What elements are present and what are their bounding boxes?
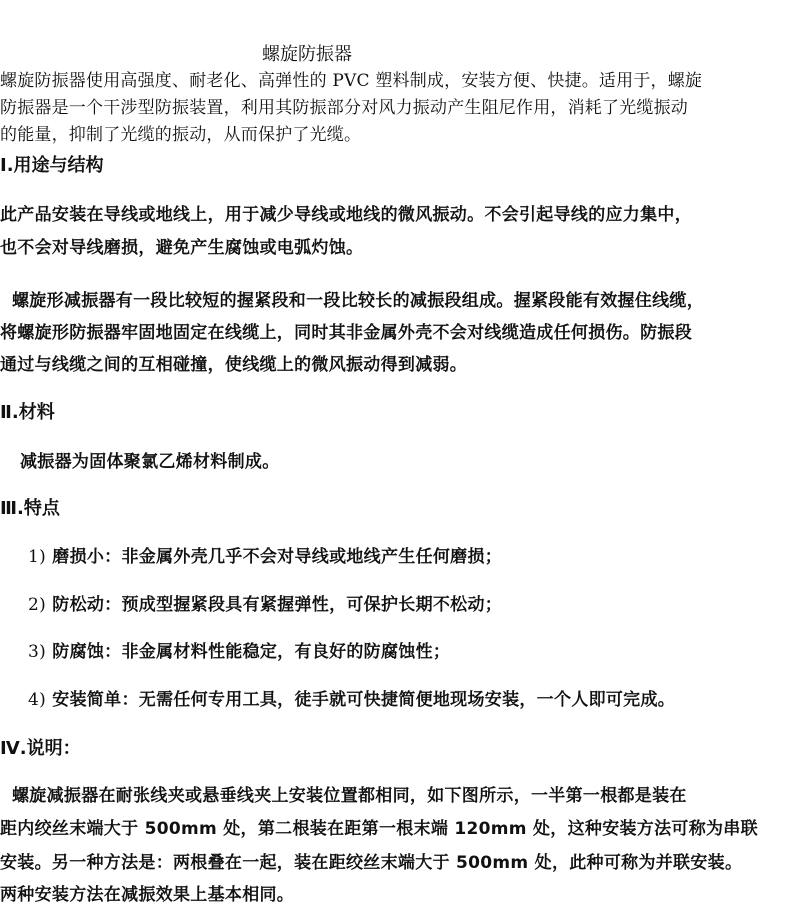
intro-line-3: 的能量，抑制了光缆的振动，从而保护了光缆。 [0,125,362,145]
section-heading-features: Ⅲ.特点 [0,498,60,519]
feature-item-text: 磨损小：非金属外壳几乎不会对导线或地线产生任何磨损； [52,547,503,567]
feature-item-number: 3) [28,642,47,662]
notes-paragraph-line-3: 安装。另一种方法是：两根叠在一起，装在距绞丝末端大于 500mm 处，此种可称为并联安装。 [0,853,743,873]
feature-item-number: 2) [28,595,47,615]
feature-item-number: 4) [28,690,47,710]
document-title: 螺旋防振器 [262,44,352,65]
notes-paragraph-line-2: 距内绞丝末端大于 500mm 处，第二根装在距第一根末端 120mm 处，这种安装方法可称为串联 [0,819,758,839]
feature-item-text: 防腐蚀：非金属材料性能稳定，有良好的防腐蚀性； [52,642,451,662]
feature-item [28,637,450,662]
section-heading-usage-structure: Ⅰ.用途与结构 [0,155,104,176]
feature-item [28,590,502,615]
usage-paragraph-line-1: 此产品安装在导线或地线上，用于减少导线或地线的微风振动。不会引起导线的应力集中， [0,205,692,225]
section-heading-notes: Ⅳ.说明： [0,738,81,759]
material-paragraph: 减振器为固体聚氯乙烯材料制成。 [20,452,280,472]
feature-item-text: 安装简单：无需任何专用工具，徒手就可快捷简便地现场安装，一个人即可完成。 [52,690,676,710]
intro-line-1: 螺旋防振器使用高强度、耐老化、高弹性的 PVC 塑料制成，安装方便、快捷。适用于，螺旋 [0,71,703,91]
structure-paragraph-line-1: 螺旋形减振器有一段比较短的握紧段和一段比较长的减振段组成。握紧段能有效握住线缆， [12,291,704,311]
feature-item [28,685,675,710]
section-heading-material: Ⅱ.材料 [0,402,55,423]
notes-paragraph-line-1: 螺旋减振器在耐张线夹或悬垂线夹上安装位置都相同，如下图所示，一半第一根都是装在 [12,786,687,806]
notes-paragraph-line-4: 两种安装方法在减振效果上基本相同。 [0,885,295,905]
usage-paragraph-line-2: 也不会对导线磨损，避免产生腐蚀或电弧灼蚀。 [0,238,364,258]
feature-item-text: 防松动：预成型握紧段具有紧握弹性，可保护长期不松动； [52,595,503,615]
intro-line-2: 防振器是一个干涉型防振装置，利用其防振部分对风力振动产生阻尼作用，消耗了光缆振动 [0,98,688,118]
feature-item [28,542,502,567]
structure-paragraph-line-2: 将螺旋形防振器牢固地固定在线缆上，同时其非金属外壳不会对线缆造成任何损伤。防振段 [0,323,692,343]
structure-paragraph-line-3: 通过与线缆之间的互相碰撞，使线缆上的微风振动得到减弱。 [0,355,468,375]
feature-item-number: 1) [28,547,47,567]
